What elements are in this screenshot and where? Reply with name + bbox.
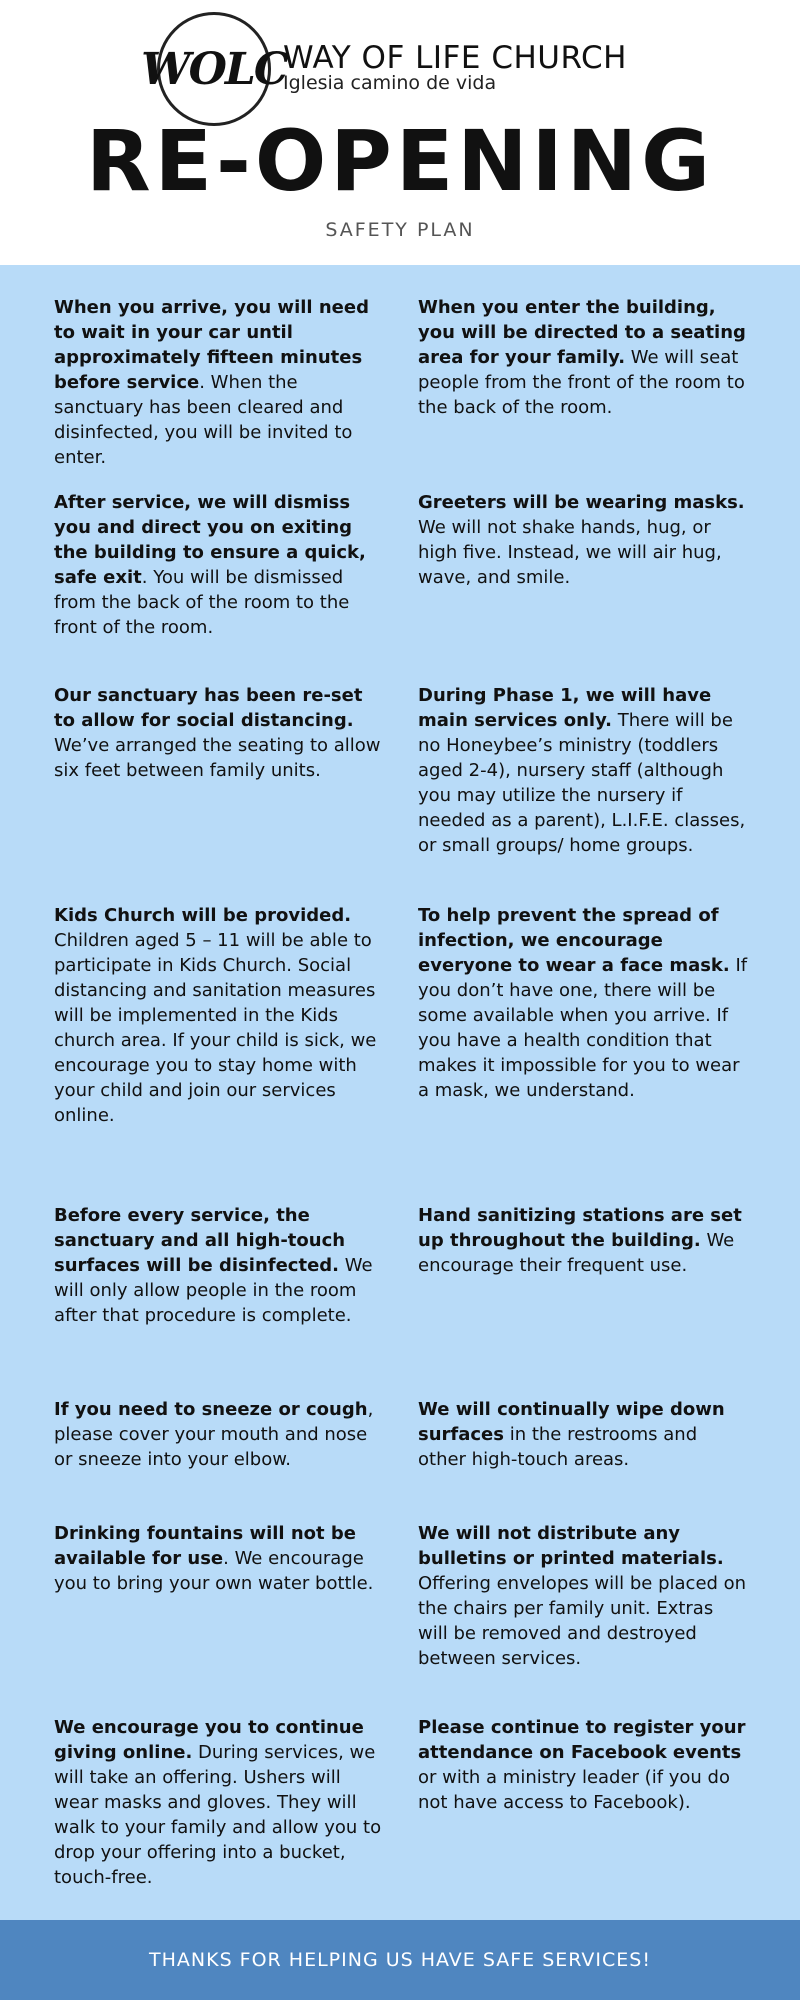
- page-footer: [0, 1920, 800, 2000]
- safety-item-heading: We encourage you to continue giving online.: [54, 1717, 364, 1763]
- safety-item-disinfection: [54, 1203, 384, 1328]
- safety-item-attendance: [418, 1715, 748, 1815]
- safety-item-wipe-down: [418, 1397, 748, 1472]
- safety-item-text: or with a ministry leader (if you do not have access to Facebook).: [418, 1767, 730, 1813]
- safety-item-heading: Please continue to register your attendance on Facebook events: [418, 1717, 746, 1763]
- safety-item-text: We’ve arranged the seating to allow six feet between family units.: [54, 735, 381, 781]
- safety-item-text: There will be no Honeybee’s ministry (toddlers aged 2-4), nursery staff (although you may utilize the nursery if needed as a parent), L.I.F.E. classes, or small groups/ home groups.: [418, 710, 746, 856]
- safety-item-text: We encourage their frequent use.: [418, 1230, 735, 1276]
- page-header: [0, 0, 800, 265]
- logo-text: WOLC: [141, 43, 287, 95]
- safety-item-text: Children aged 5 – 11 will be able to participate in Kids Church. Social distancing and sanitation measures will be implemented in the Kids church area. If your child is sick, we encourage you to stay home with your child and join our services online.: [54, 930, 377, 1126]
- safety-item-text: We will not shake hands, hug, or high five. Instead, we will air hug, wave, and smile.: [418, 517, 722, 588]
- safety-item-bulletins: [418, 1521, 748, 1671]
- page-subtitle: SAFETY PLAN: [325, 219, 475, 241]
- safety-item-heading: We will not distribute any bulletins or printed materials.: [418, 1523, 724, 1569]
- footer-message: THANKS FOR HELPING US HAVE SAFE SERVICES!: [149, 1949, 651, 1971]
- safety-item-heading: When you arrive, you will need to wait in your car until approximately fifteen minutes before service: [54, 297, 369, 393]
- safety-item-heading: During Phase 1, we will have main services only.: [418, 685, 712, 731]
- church-logo: [141, 12, 287, 126]
- safety-item-heading: We will continually wipe down surfaces: [418, 1399, 725, 1445]
- safety-item-fountains: [54, 1521, 384, 1596]
- safety-item-dismissal: [54, 490, 384, 640]
- safety-item-heading: If you need to sneeze or cough: [54, 1399, 368, 1420]
- safety-item-sneeze: [54, 1397, 384, 1472]
- safety-item-giving: [54, 1715, 384, 1890]
- safety-item-kids-church: [54, 903, 384, 1128]
- safety-item-heading: After service, we will dismiss you and direct you on exiting the building to ensure a quick, safe exit: [54, 492, 366, 588]
- safety-item-text: During services, we will take an offering. Ushers will wear masks and gloves. They will walk to your family and allow you to drop your offering into a bucket, touch-free.: [54, 1742, 382, 1888]
- safety-item-heading: Greeters will be wearing masks.: [418, 492, 745, 513]
- safety-item-heading: Hand sanitizing stations are set up throughout the building.: [418, 1205, 742, 1251]
- safety-item-text: Offering envelopes will be placed on the chairs per family unit. Extras will be removed and destroyed between services.: [418, 1573, 747, 1669]
- safety-item-heading: Drinking fountains will not be available for use: [54, 1523, 357, 1569]
- safety-item-text: , please cover your mouth and nose or sneeze into your elbow.: [54, 1399, 374, 1470]
- church-subtitle: Iglesia camino de vida: [283, 72, 497, 94]
- safety-item-heading: When you enter the building, you will be directed to a seating area for your family.: [418, 297, 746, 368]
- safety-item-text: We will only allow people in the room after that procedure is complete.: [54, 1255, 373, 1326]
- safety-item-distancing: [54, 683, 384, 783]
- safety-item-heading: Kids Church will be provided.: [54, 905, 352, 926]
- page-title: RE-OPENING: [85, 112, 715, 210]
- safety-item-text: We will seat people from the front of the room to the back of the room.: [418, 347, 745, 418]
- safety-item-greeters: [418, 490, 748, 590]
- safety-plan-content: [0, 265, 800, 1920]
- safety-item-text: . You will be dismissed from the back of the room to the front of the room.: [54, 567, 350, 638]
- safety-item-face-mask: [418, 903, 748, 1103]
- safety-item-text: If you don’t have one, there will be some available when you arrive. If you have a health condition that makes it impossible for you to wear a mask, we understand.: [418, 955, 748, 1101]
- safety-item-text: in the restrooms and other high-touch areas.: [418, 1424, 698, 1470]
- safety-item-seating: [418, 295, 748, 420]
- safety-item-heading: Our sanctuary has been re-set to allow for social distancing.: [54, 685, 363, 731]
- safety-item-phase1: [418, 683, 748, 858]
- church-name: WAY OF LIFE CHURCH: [283, 40, 627, 76]
- safety-item-text: . We encourage you to bring your own water bottle.: [54, 1548, 374, 1594]
- safety-item-heading: Before every service, the sanctuary and all high-touch surfaces will be disinfected.: [54, 1205, 346, 1276]
- safety-item-arrival: [54, 295, 384, 470]
- safety-item-sanitizer: [418, 1203, 748, 1278]
- safety-item-text: . When the sanctuary has been cleared and disinfected, you will be invited to enter.: [54, 372, 353, 468]
- safety-item-heading: To help prevent the spread of infection, we encourage everyone to wear a face mask.: [418, 905, 730, 976]
